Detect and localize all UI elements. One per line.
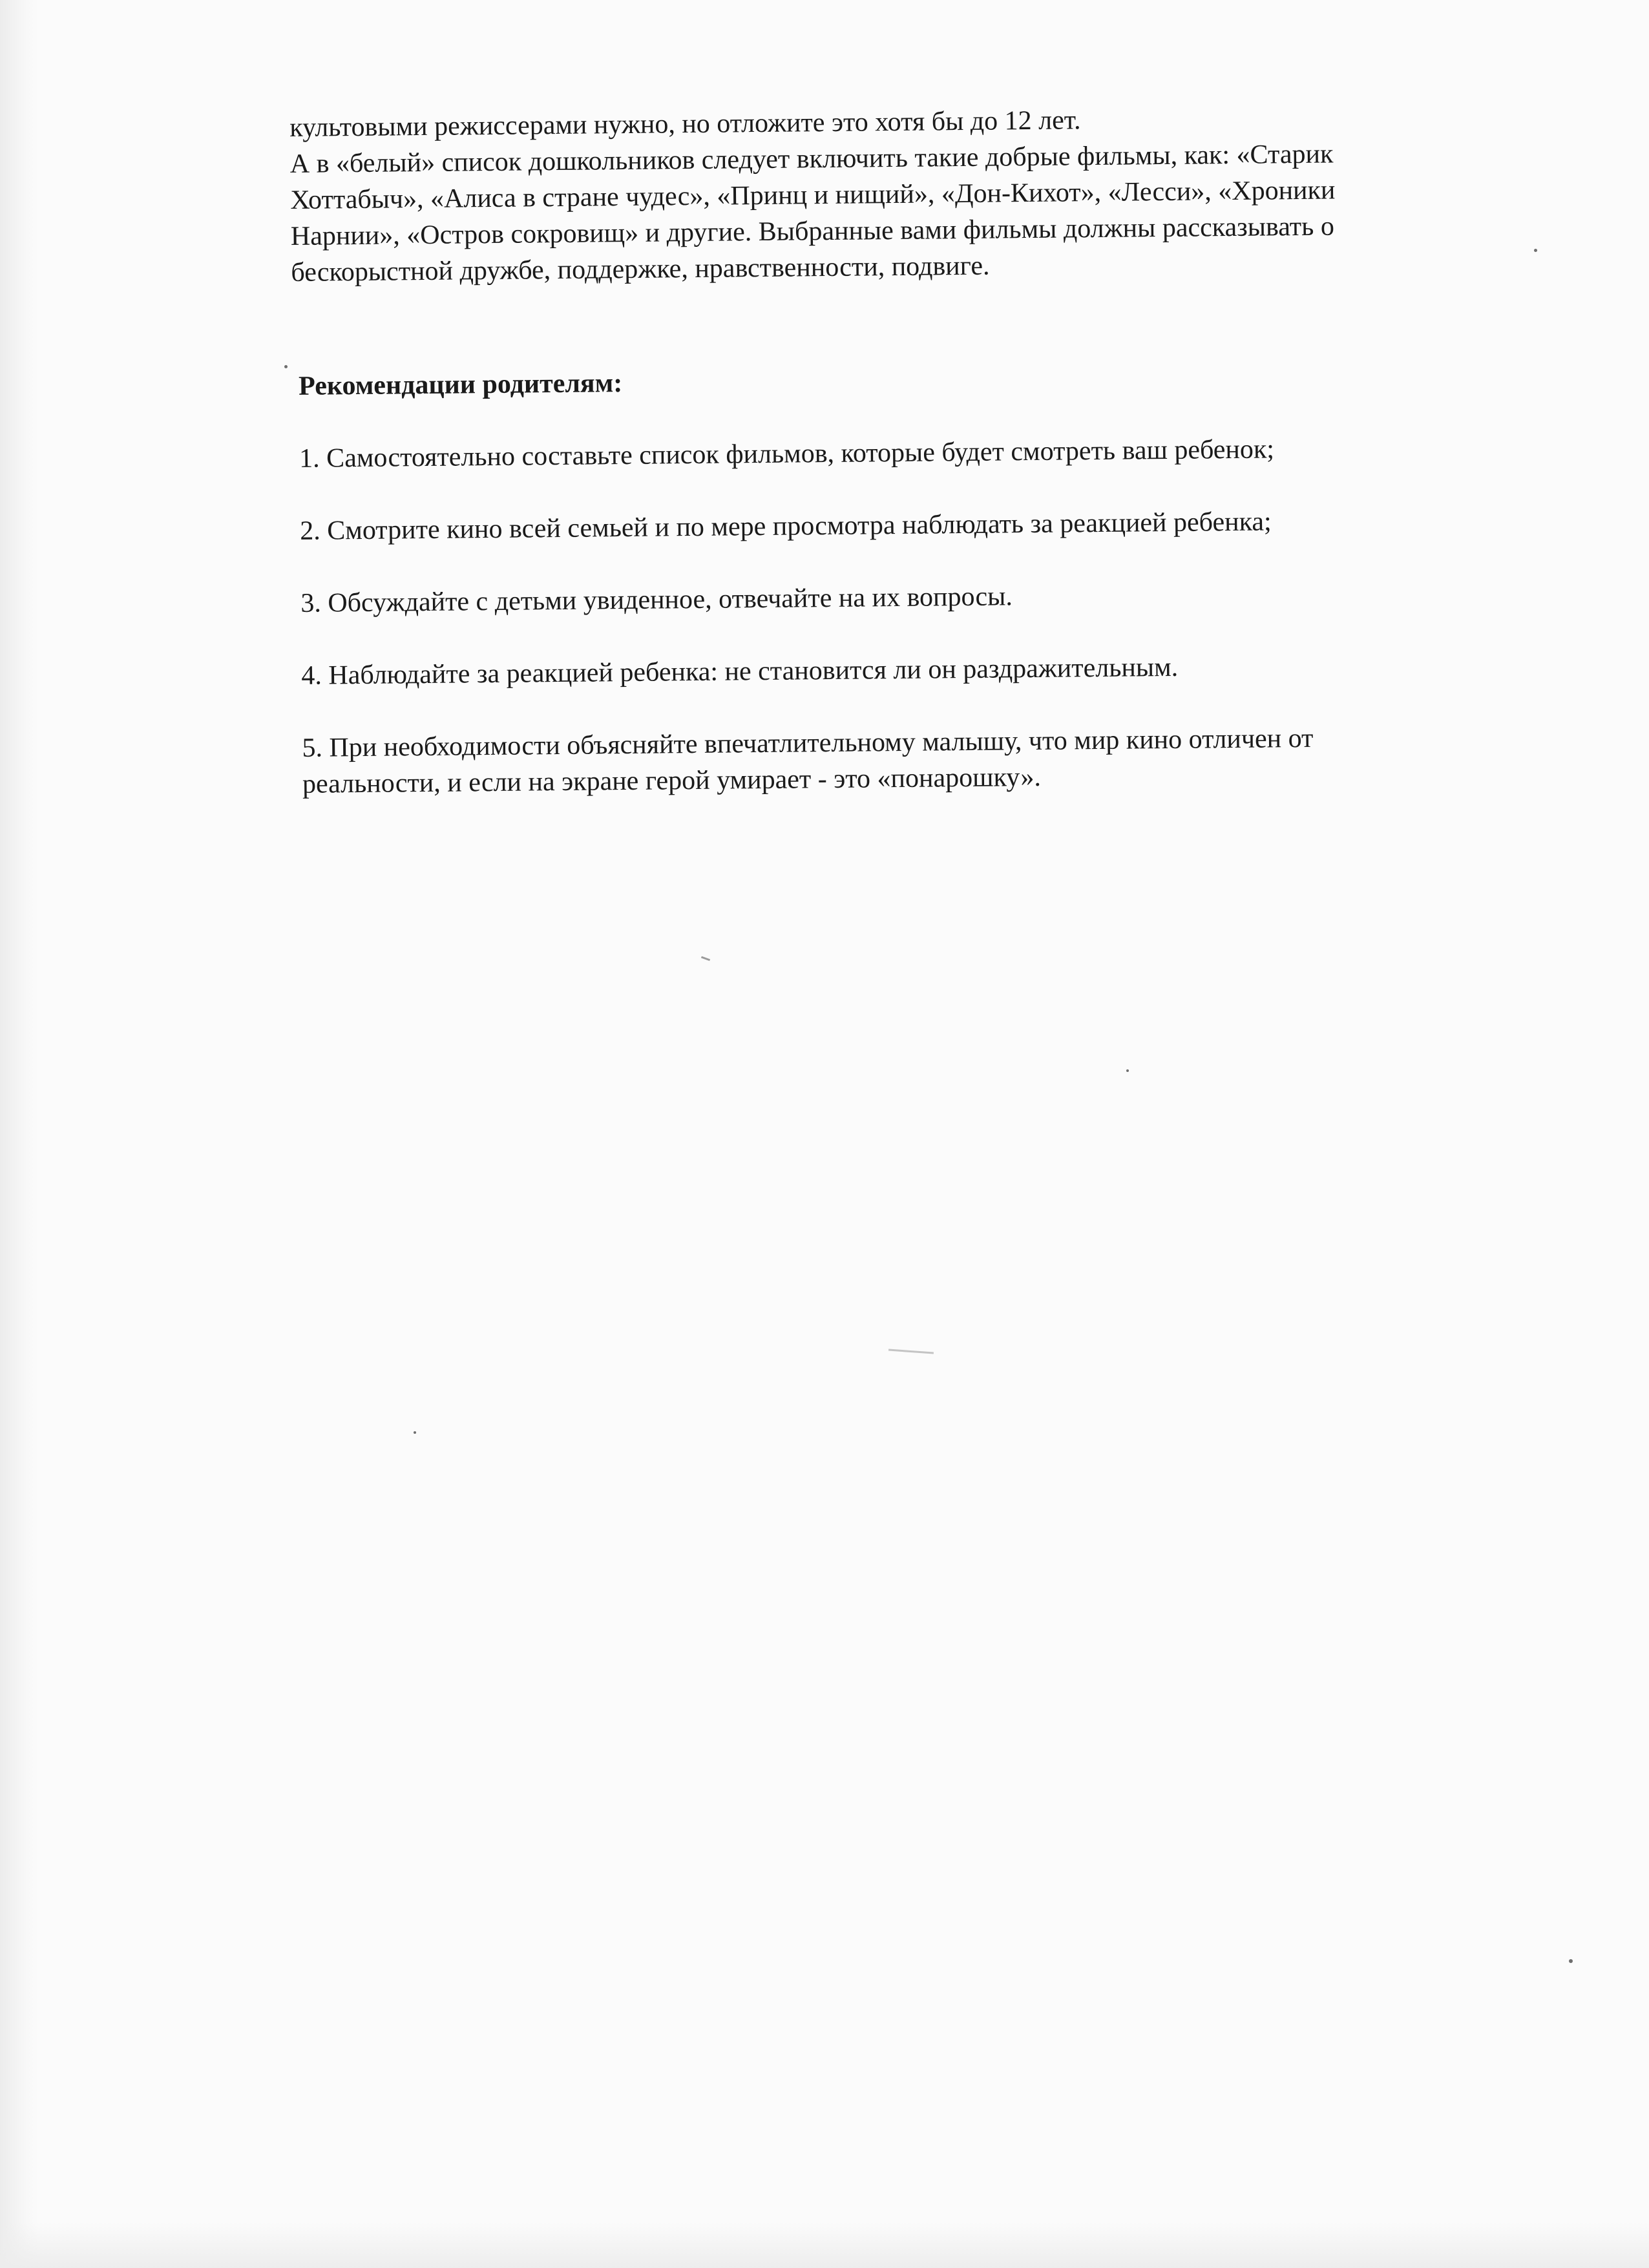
- scan-mark: [701, 956, 710, 961]
- page-text-body: [289, 98, 1563, 839]
- scan-speck: [414, 1431, 416, 1434]
- scan-bottom-edge-shadow: [0, 2223, 1649, 2268]
- scan-mark: [888, 1349, 934, 1354]
- scan-left-edge-shadow: [0, 0, 39, 2268]
- recommendations-heading: Рекомендации родителям:: [298, 368, 623, 401]
- recommendation-item-4: 4. Наблюдайте за реакцией ребенка: не становится ли он раздражительным.: [301, 652, 1179, 691]
- recommendation-item-5: 5. При необходимости объясняйте впечатлительному малышу, что мир кино отличен от реальности, и если на экране герой умирает - это «понарошку».: [302, 723, 1314, 799]
- recommendation-item-2: 2. Смотрите кино всей семьей и по мере просмотра наблюдать за реакцией ребенка;: [300, 507, 1272, 546]
- scan-speck: [1569, 1959, 1573, 1963]
- recommendation-item-1: 1. Самостоятельно составьте список фильмов, которые будет смотреть ваш ребенок;: [299, 434, 1275, 474]
- scan-speck: [1126, 1069, 1129, 1072]
- scan-speck: [1534, 249, 1537, 252]
- intro-paragraph: культовыми режиссерами нужно, но отложите это хотя бы до 12 лет. А в «белый» список дошкольников следует включить такие добрые фильмы, как: «Старик Хоттабыч», «Алиса в стране чудес», «Принц и нищий», «Дон-Кихот», «Лесси», «Хроники Нарнии», «Остров сокровищ» и другие. Выбранные вами фильмы должны рассказывать о бескорыстной дружбе, поддержке, нравственности, подвиге.: [289, 105, 1336, 288]
- scan-speck: [284, 365, 288, 368]
- recommendation-item-3: 3. Обсуждайте с детьми увиденное, отвечайте на их вопросы.: [300, 582, 1013, 618]
